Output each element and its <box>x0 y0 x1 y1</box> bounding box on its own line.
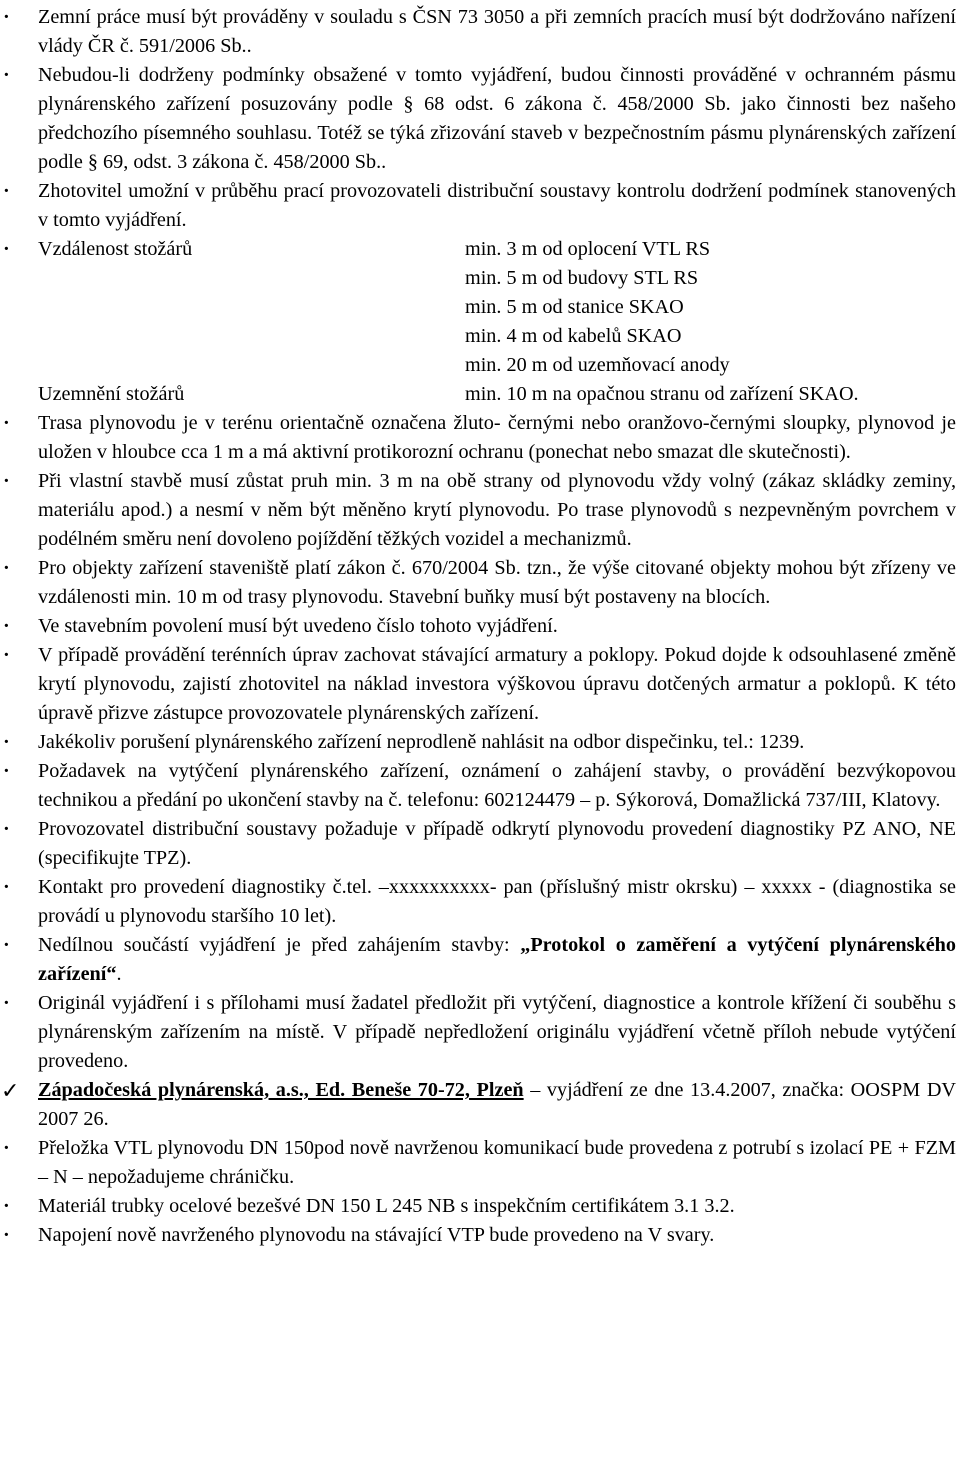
grounding-label: Uzemnění stožárů <box>38 383 185 405</box>
list-item <box>0 989 956 1076</box>
distance-row <box>38 235 956 264</box>
paragraph <box>38 931 956 989</box>
bullet-icon: · <box>3 557 10 579</box>
distance-label: Vzdálenost stožárů <box>38 238 193 260</box>
bullet-icon: · <box>3 238 10 260</box>
list-item <box>0 728 956 757</box>
list-item <box>0 1134 956 1192</box>
bullet-icon: · <box>3 818 10 840</box>
paragraph: Zhotovitel umožní v průběhu prací provozovateli distribuční soustavy kontrolu dodržení podmínek stanovených v tomto vyjádření. <box>38 180 956 231</box>
distance-row <box>38 264 956 293</box>
bullet-icon: · <box>3 470 10 492</box>
list-item-protocol <box>0 931 956 989</box>
protocol-prefix: Nedílnou součástí vyjádření je před zahájením stavby: <box>38 934 521 956</box>
list-item <box>0 177 956 235</box>
protocol-suffix: . <box>116 963 122 985</box>
distances-block <box>38 235 956 380</box>
distance-row <box>38 293 956 322</box>
list-item <box>0 3 956 61</box>
bullet-icon: · <box>3 934 10 956</box>
bullet-icon: · <box>3 1224 10 1246</box>
list-item-company <box>0 1076 956 1134</box>
bullet-icon: · <box>3 644 10 666</box>
list-item <box>0 409 956 467</box>
bullet-icon: · <box>3 876 10 898</box>
distance-value: min. 5 m od stanice SKAO <box>465 296 684 318</box>
bullet-icon: · <box>3 180 10 202</box>
bullet-icon: · <box>3 731 10 753</box>
checkmark-icon: ✓ <box>1 1078 20 1103</box>
distance-value: min. 5 m od budovy STL RS <box>465 267 699 289</box>
grounding-value: min. 10 m na opačnou stranu od zařízení SKAO. <box>465 383 859 405</box>
list-item <box>0 873 956 931</box>
paragraph: Jakékoliv porušení plynárenského zařízení neprodleně nahlásit na odbor dispečinku, tel.: 1239. <box>38 731 805 753</box>
distance-value: min. 3 m od oplocení VTL RS <box>465 238 711 260</box>
paragraph: Provozovatel distribuční soustavy požaduje v případě odkrytí plynovodu provedení diagnostiky PZ ANO, NE (specifikujte TPZ). <box>38 818 956 869</box>
paragraph: Originál vyjádření i s přílohami musí žadatel předložit při vytýčení, diagnostice a kontrole křížení či souběhu s plynárenským zařízením na místě. V případě nepředložení originálu vyjádření včetně příloh nebude vytýčení provedeno. <box>38 992 956 1072</box>
bullet-icon: · <box>3 6 10 28</box>
distance-value: min. 20 m od uzemňovací anody <box>465 354 730 376</box>
distance-row <box>38 351 956 380</box>
distance-row <box>38 322 956 351</box>
list-item-distances <box>0 235 956 380</box>
paragraph: Při vlastní stavbě musí zůstat pruh min. 3 m na obě strany od plynovodu vždy volný (zákaz skládky zeminy, materiálu apod.) a nesmí v něm být měněno krytí plynovodu. Po trase plynovodů s nezpevněným povrchem v podélném směru není dovoleno pojíždění těžkých vozidel a mechanizmů. <box>38 470 956 550</box>
paragraph: Kontakt pro provedení diagnostiky č.tel. –xxxxxxxxxx- pan (příslušný mistr okrsku) – xxxxx - (diagnostika se provádí u plynovodu staršího 10 let). <box>38 876 956 927</box>
paragraph: Materiál trubky ocelové bezešvé DN 150 L 245 NB s inspekčním certifikátem 3.1 3.2. <box>38 1195 735 1217</box>
paragraph: Požadavek na vytýčení plynárenského zařízení, oznámení o zahájení stavby, o provádění bezvýkopovou technikou a předání po ukončení stavby na č. telefonu: 602124479 – p. Sýkorová, Domažlická 737/III, Klatovy. <box>38 760 956 811</box>
paragraph: Pro objekty zařízení staveniště platí zákon č. 670/2004 Sb. tzn., že výše citované objekty mohou být zřízeny ve vzdálenosti min. 10 m od trasy plynovodu. Stavební buňky musí být postaveny na blocích. <box>38 557 956 608</box>
paragraph: Zemní práce musí být prováděny v souladu s ČSN 73 3050 a při zemních pracích musí být dodržováno nařízení vlády ČR č. 591/2006 Sb.. <box>38 6 956 57</box>
list-item <box>0 757 956 815</box>
list-item <box>0 641 956 728</box>
bullet-icon: · <box>3 1137 10 1159</box>
paragraph: V případě provádění terénních úprav zachovat stávající armatury a poklopy. Pokud dojde k odsouhlasené změně krytí plynovodu, zajistí zhotovitel na náklad investora výškovou úpravu dotčených armatur a poklopů. K této úpravě přizve zástupce provozovatele plynárenských zařízení. <box>38 644 956 724</box>
list-item <box>0 467 956 554</box>
bullet-icon: · <box>3 1195 10 1217</box>
paragraph: Přeložka VTL plynovodu DN 150pod nově navrženou komunikací bude provedena z potrubí s izolací PE + FZM – N – nepožadujeme chráničku. <box>38 1137 956 1188</box>
paragraph: Nebudou-li dodrženy podmínky obsažené v tomto vyjádření, budou činnosti prováděné v ochranném pásmu plynárenského zařízení posuzovány podle § 68 odst. 6 zákona č. 458/2000 Sb. jako činnosti bez našeho předchozího písemného souhlasu. Totéž se týká zřizování staveb v bezpečnostním pásmu plynárenských zařízení podle § 69, odst. 3 zákona č. 458/2000 Sb.. <box>38 64 956 173</box>
bullet-icon: · <box>3 412 10 434</box>
protocol-title: „Protokol o zaměření a vytýčení plynárenského zařízení“ <box>38 934 956 985</box>
list-item <box>0 612 956 641</box>
company-rest: – vyjádření ze dne 13.4.2007, značka: OOSPM DV 2007 26. <box>38 1079 956 1130</box>
bullet-icon: · <box>3 992 10 1014</box>
paragraph: Napojení nově navrženého plynovodu na stávající VTP bude provedeno na V svary. <box>38 1224 715 1246</box>
list-item <box>0 1192 956 1221</box>
list-item <box>0 554 956 612</box>
grounding-row <box>0 380 956 409</box>
list-item <box>0 815 956 873</box>
list-item <box>0 1221 956 1250</box>
bullet-icon: · <box>3 615 10 637</box>
list-item <box>0 61 956 177</box>
bullet-icon: · <box>3 760 10 782</box>
distance-value: min. 4 m od kabelů SKAO <box>465 325 682 347</box>
paragraph: Ve stavebním povolení musí být uvedeno číslo tohoto vyjádření. <box>38 615 558 637</box>
paragraph <box>38 1076 956 1134</box>
company-name: Západočeská plynárenská, a.s., Ed. Beneše 70-72, Plzeň <box>38 1079 524 1101</box>
bullet-icon: · <box>3 64 10 86</box>
paragraph: Trasa plynovodu je v terénu orientačně označena žluto- černými nebo oranžovo-černými sloupky, plynovod je uložen v hloubce cca 1 m a má aktivní protikorozní ochranu (ponechat nebo smazat dle skutečnosti). <box>38 412 956 463</box>
